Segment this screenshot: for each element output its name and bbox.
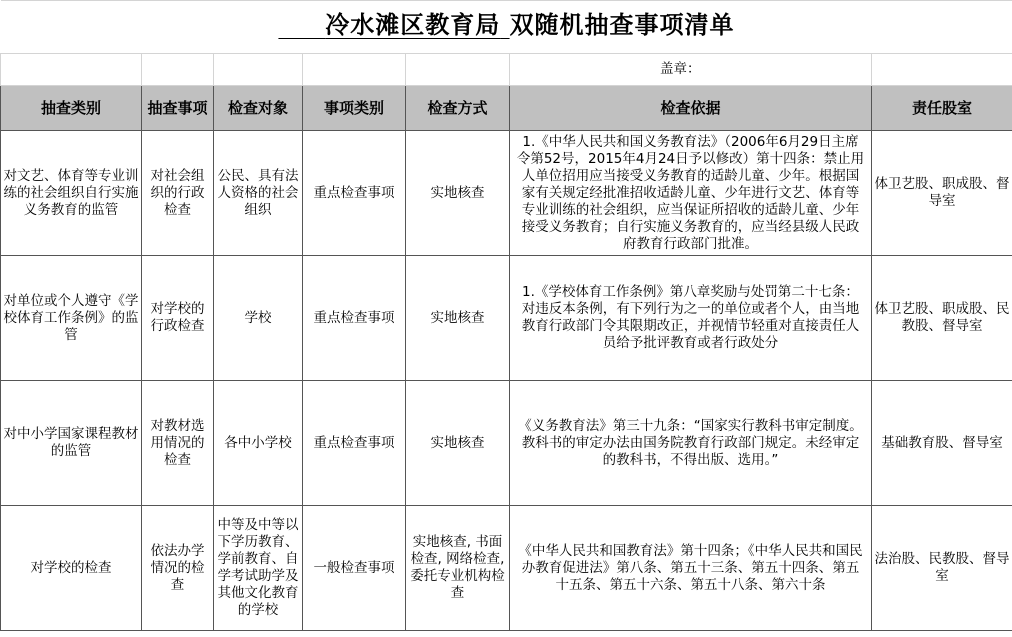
cell-method: 实地核查	[406, 381, 510, 506]
cell-item: 对教材选用情况的检查	[142, 381, 214, 506]
cell-target: 公民、具有法人资格的社会组织	[214, 131, 303, 256]
title-row	[1, 1, 1012, 54]
cell-type: 重点检查事项	[303, 131, 406, 256]
empty-cell	[406, 54, 510, 86]
table-row	[1, 506, 1012, 631]
cell-item: 依法办学情况的检查	[142, 506, 214, 631]
cell-basis: 1.《学校体育工作条例》第八章奖励与处罚第二十七条：对违反本条例，有下列行为之一的单位或者个人，由当地教育行政部门令其限期改正，并视情节轻重对直接责任人员给予批评教育或者行政处分	[510, 256, 872, 381]
cell-basis: 1.《中华人民共和国义务教育法》（2006年6月29日主席令第52号，2015年4月24日予以修改）第十四条：禁止用人单位招用应当接受义务教育的适龄儿童、少年。根据国家有关规定经批准招收适龄儿童、少年进行文艺、体育等专业训练的社会组织，应当保证所招收的适龄儿童、少年接受义务教育；自行实施义务教育的，应当经县级人民政府教育行政部门批准。	[510, 131, 872, 256]
empty-cell	[214, 54, 303, 86]
header-method: 检查方式	[406, 86, 510, 131]
cell-method: 实地核查	[406, 256, 510, 381]
empty-cell	[1, 54, 142, 86]
cell-method: 实地核查, 书面检查, 网络检查, 委托专业机构检查	[406, 506, 510, 631]
cell-dept: 法治股、民教股、督导室	[872, 506, 1012, 631]
seal-row	[1, 54, 1012, 86]
seal-label: 盖章：	[510, 54, 872, 86]
cell-item: 对社会组织的行政检查	[142, 131, 214, 256]
header-dept: 责任股室	[872, 86, 1012, 131]
cell-target: 各中小学校	[214, 381, 303, 506]
table-row	[1, 381, 1012, 506]
empty-cell	[142, 54, 214, 86]
cell-category: 对学校的检查	[1, 506, 142, 631]
cell-item: 对学校的行政检查	[142, 256, 214, 381]
header-category: 抽查类别	[1, 86, 142, 131]
cell-type: 重点检查事项	[303, 256, 406, 381]
cell-category: 对文艺、体育等专业训练的社会组织自行实施义务教育的监管	[1, 131, 142, 256]
cell-basis: 《中华人民共和国教育法》第十四条；《中华人民共和国民办教育促进法》第八条、第五十三条、第五十四条、第五十五条、第五十六条、第五十八条、第六十条	[510, 506, 872, 631]
cell-dept: 体卫艺股、职成股、民教股、督导室	[872, 256, 1012, 381]
table-row	[1, 131, 1012, 256]
cell-basis: 《义务教育法》第三十九条：“国家实行教科书审定制度。教科书的审定办法由国务院教育行政部门规定。未经审定的教科书，不得出版、选用。”	[510, 381, 872, 506]
header-basis: 检查依据	[510, 86, 872, 131]
cell-target: 学校	[214, 256, 303, 381]
cell-category: 对中小学国家课程教材的监管	[1, 381, 142, 506]
page-title	[1, 1, 1012, 54]
cell-dept: 体卫艺股、职成股、督导室	[872, 131, 1012, 256]
header-row	[1, 86, 1012, 131]
cell-method: 实地核查	[406, 131, 510, 256]
title-prefix: 冷水滩区教育局	[325, 10, 501, 39]
cell-target: 中等及中等以下学历教育、学前教育、自学考试助学及其他文化教育的学校	[214, 506, 303, 631]
cell-dept: 基础教育股、督导室	[872, 381, 1012, 506]
header-target: 检查对象	[214, 86, 303, 131]
cell-type: 重点检查事项	[303, 381, 406, 506]
empty-cell	[872, 54, 1012, 86]
header-item: 抽查事项	[142, 86, 214, 131]
header-type: 事项类别	[303, 86, 406, 131]
table-row	[1, 256, 1012, 381]
empty-cell	[303, 54, 406, 86]
title-suffix: 双随机抽查事项清单	[509, 10, 735, 39]
cell-type: 一般检查事项	[303, 506, 406, 631]
cell-category: 对单位或个人遵守《学校体育工作条例》的监管	[1, 256, 142, 381]
